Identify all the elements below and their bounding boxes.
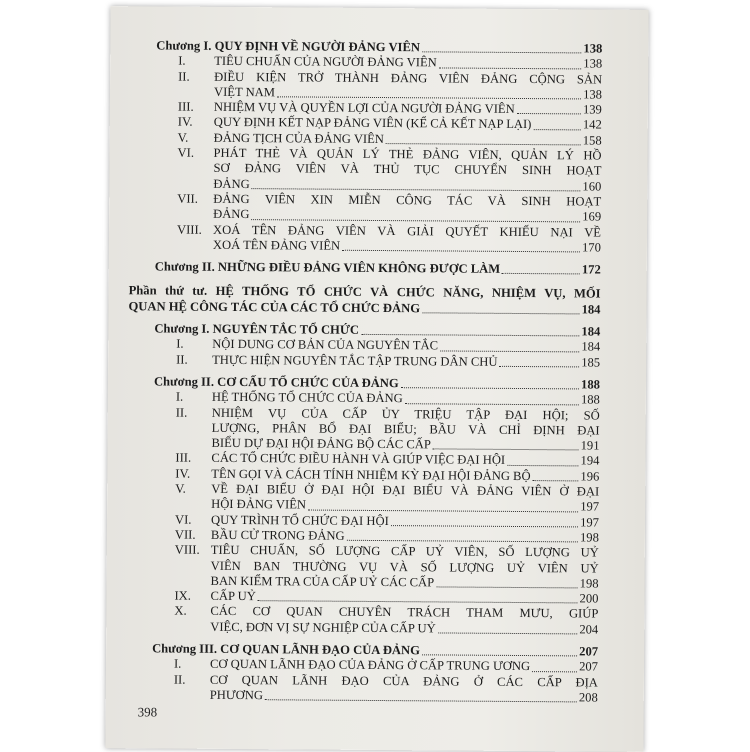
toc-item-entry bbox=[178, 69, 602, 103]
item-page: 142 bbox=[582, 117, 602, 133]
item-title-line: SƠ ĐẢNG VIÊN VÀ THỦ TỤC CHUYỂN SINH HOẠT bbox=[213, 161, 602, 178]
item-title-line: HỆ THỐNG TỔ CHỨC CỦA ĐẢNG bbox=[211, 390, 403, 406]
toc-item-entry bbox=[176, 352, 600, 370]
item-title-line: PHÁT THẺ VÀ QUẢN LÝ THẺ ĐẢNG VIÊN, QUẢN LÝ HỒ bbox=[213, 145, 602, 163]
item-title-line: NỘI DUNG CƠ BẢN CỦA NGUYÊN TẮC bbox=[212, 337, 439, 353]
chapter-page: 172 bbox=[581, 262, 601, 277]
item-page: 208 bbox=[578, 690, 598, 705]
item-numeral: II. bbox=[175, 405, 188, 420]
item-numeral: III. bbox=[177, 99, 194, 114]
item-page: 198 bbox=[579, 576, 599, 591]
item-title-line: VIỆT NAM bbox=[213, 84, 276, 100]
item-numeral: VI. bbox=[177, 145, 195, 160]
item-numeral: VIII. bbox=[174, 542, 200, 557]
dot-leader bbox=[499, 366, 579, 368]
item-title-line: TIÊU CHUẨN, SỐ LƯỢNG CẤP UỶ VIÊN, SỐ LƯỢNG UỶ bbox=[210, 543, 599, 560]
item-page: 185 bbox=[581, 355, 601, 370]
toc-item-entry bbox=[177, 222, 601, 256]
chapter-title: Chương II. NHỮNG ĐIỀU ĐẢNG VIÊN KHÔNG ĐƯỢC LÀM bbox=[154, 259, 501, 277]
item-page: 196 bbox=[580, 469, 600, 484]
chapter-title: Chương I. NGUYÊN TẮC TỔ CHỨC bbox=[154, 321, 360, 337]
dot-leader bbox=[440, 350, 579, 352]
item-title-line: XOÁ TÊN ĐẢNG VIÊN VÀ GIẢI QUYẾT KHIẾU NẠI VỀ bbox=[212, 222, 602, 240]
dot-leader bbox=[405, 403, 579, 405]
item-page: 139 bbox=[582, 102, 602, 117]
item-title-line: NHIỆM VỤ CỦA CẤP ỦY TRIỆU TẬP ĐẠI HỘI; SỐ bbox=[211, 405, 600, 423]
item-page: 138 bbox=[583, 87, 603, 102]
dot-leader bbox=[502, 273, 580, 275]
item-title-line: XOÁ TÊN ĐẢNG VIÊN bbox=[212, 237, 341, 253]
dot-leader bbox=[517, 113, 581, 114]
item-title-line: VỀ ĐẠI BIỂU Ở ĐẠI HỘI ĐẠI BIỂU VÀ ĐẢNG VIÊN Ở ĐẠI bbox=[211, 481, 600, 499]
chapter-page: 207 bbox=[579, 644, 599, 659]
chapter-title: Chương II. CƠ CẤU TỔ CHỨC CỦA ĐẢNG bbox=[153, 374, 399, 391]
item-numeral: I. bbox=[173, 656, 182, 671]
item-page: 191 bbox=[580, 438, 600, 453]
dot-leader bbox=[532, 671, 577, 672]
item-page: 170 bbox=[581, 240, 601, 255]
toc-item-entry bbox=[175, 543, 599, 592]
item-title-line: ĐẢNG TỊCH CỦA ĐẢNG VIÊN bbox=[213, 130, 384, 146]
toc-item-entry bbox=[175, 405, 599, 454]
item-page: 198 bbox=[579, 530, 599, 545]
dot-leader bbox=[308, 509, 578, 512]
part-page: 184 bbox=[581, 302, 601, 317]
toc-item-entry bbox=[174, 604, 598, 638]
dot-leader bbox=[422, 312, 580, 314]
chapter-page: 188 bbox=[581, 377, 601, 392]
item-title-line: ĐIỀU KIỆN TRỞ THÀNH ĐẢNG VIÊN ĐẢNG CỘNG SẢN bbox=[214, 69, 603, 87]
item-title-line: NHIỆM VỤ VÀ QUYỀN LỢI CỦA NGƯỜI ĐẢNG VIÊN bbox=[213, 100, 515, 117]
item-page: 194 bbox=[580, 453, 600, 468]
item-numeral: X. bbox=[174, 603, 187, 619]
item-numeral: IV. bbox=[177, 115, 193, 130]
item-page: 207 bbox=[579, 659, 599, 674]
dot-leader bbox=[277, 96, 581, 99]
dot-leader bbox=[391, 525, 578, 527]
item-numeral: I. bbox=[176, 336, 184, 351]
dot-leader bbox=[422, 52, 581, 54]
item-page: 188 bbox=[580, 392, 600, 407]
item-title-line: BIỂU DỰ ĐẠI HỘI ĐẢNG BỘ CÁC CẤP bbox=[211, 435, 431, 452]
item-numeral: V. bbox=[175, 481, 186, 496]
toc-item-entry bbox=[177, 146, 601, 195]
table-of-contents bbox=[128, 38, 603, 705]
toc-chapter-entry bbox=[155, 260, 601, 278]
toc-item-entry bbox=[175, 482, 599, 516]
item-title-line: HỘI ĐẢNG VIÊN bbox=[211, 497, 307, 512]
item-title-line: ĐẢNG bbox=[213, 176, 250, 191]
item-numeral: IX. bbox=[174, 588, 191, 603]
item-title-line: CƠ QUAN LÃNH ĐẠO CỦA ĐẢNG Ở CẤP TRUNG ƯƠNG bbox=[209, 657, 531, 674]
dot-leader bbox=[347, 540, 578, 543]
item-title-line: PHƯƠNG bbox=[209, 687, 263, 703]
toc-item-entry bbox=[177, 192, 601, 226]
item-page: 197 bbox=[580, 499, 600, 514]
item-title-line: BẦU CỬ TRONG ĐẢNG bbox=[210, 527, 345, 543]
item-page: 138 bbox=[583, 56, 603, 71]
item-numeral: VII. bbox=[177, 191, 198, 206]
item-title-line: CƠ QUAN LÃNH ĐẠO CỦA ĐẢNG Ở CÁC CẤP ĐỊA bbox=[209, 672, 598, 690]
toc-item-entry bbox=[174, 672, 598, 706]
part-title-line: Phần thứ tư. HỆ THỐNG TỔ CHỨC VÀ CHỨC NĂNG, NHIỆM VỤ, MỐI bbox=[128, 283, 601, 302]
toc-part-entry bbox=[128, 284, 600, 318]
dot-leader bbox=[342, 250, 580, 253]
item-title-line: TIÊU CHUẨN CỦA NGƯỜI ĐẢNG VIÊN bbox=[214, 54, 437, 70]
dot-leader bbox=[438, 632, 578, 634]
item-numeral: II. bbox=[178, 69, 190, 84]
dot-leader bbox=[507, 465, 578, 466]
item-numeral: IV. bbox=[175, 466, 191, 481]
item-numeral: I. bbox=[175, 389, 184, 404]
item-title-line: ĐẢNG VIÊN XIN MIỄN CÔNG TÁC VÀ SINH HOẠT bbox=[213, 191, 602, 209]
item-title-line: QUY ĐỊNH KẾT NẠP ĐẢNG VIÊN (KỂ CẢ KẾT NẠP LẠI) bbox=[213, 115, 532, 132]
page-number: 398 bbox=[137, 704, 158, 720]
dot-leader bbox=[258, 601, 578, 604]
item-page: 204 bbox=[579, 622, 599, 637]
dot-leader bbox=[401, 387, 579, 389]
chapter-title: Chương III. CƠ QUAN LÃNH ĐẠO CỦA ĐẢNG bbox=[152, 641, 420, 658]
item-page: 200 bbox=[579, 591, 599, 606]
book-page bbox=[105, 6, 648, 752]
item-title-line: TÊN GỌI VÀ CÁCH TÍNH NHIỆM KỲ ĐẠI HỘI ĐẢNG BỘ bbox=[211, 466, 531, 483]
item-title-line: VIÊN BAN THƯỜNG VỤ VÀ SỐ LƯỢNG UỶ VIÊN UỶ bbox=[210, 558, 599, 576]
item-page: 158 bbox=[582, 133, 602, 148]
dot-leader bbox=[386, 143, 581, 145]
item-numeral: III. bbox=[175, 451, 192, 466]
item-title-line: BAN KIỂM TRA CỦA CẤP UỶ CÁC CẤP bbox=[210, 573, 435, 590]
part-title-line: QUAN HỆ CÔNG TÁC CỦA CÁC TỔ CHỨC ĐẢNG bbox=[128, 299, 421, 316]
chapter-page: 184 bbox=[581, 324, 601, 339]
item-page: 160 bbox=[582, 179, 602, 194]
item-title-line: THỰC HIỆN NGUYÊN TẮC TẬP TRUNG DÂN CHỦ bbox=[212, 352, 498, 369]
item-numeral: V. bbox=[177, 130, 189, 145]
chapter-title: Chương I. QUY ĐỊNH VỀ NGƯỜI ĐẢNG VIÊN bbox=[156, 38, 421, 55]
dot-leader bbox=[422, 655, 577, 657]
item-numeral: VIII. bbox=[176, 222, 202, 237]
dot-leader bbox=[533, 480, 579, 481]
dot-leader bbox=[436, 587, 578, 589]
item-page: 184 bbox=[581, 339, 601, 354]
item-title-line: QUY TRÌNH TỔ CHỨC ĐẠI HỘI bbox=[210, 512, 389, 528]
item-title-line: CÁC CƠ QUAN CHUYÊN TRÁCH THAM MƯU, GIÚP bbox=[210, 604, 599, 621]
dot-leader bbox=[533, 129, 580, 130]
dot-leader bbox=[361, 334, 579, 337]
item-numeral: VII. bbox=[174, 527, 196, 542]
item-numeral: II. bbox=[173, 672, 186, 687]
item-title-line: CÁC TỔ CHỨC ĐIỀU HÀNH VÀ GIÚP VIỆC ĐẠI HỘI bbox=[211, 451, 506, 468]
item-title-line: VIỆC, ĐƠN VỊ SỰ NGHIỆP CỦA CẤP UỶ bbox=[210, 619, 436, 636]
item-numeral: I. bbox=[178, 53, 186, 68]
dot-leader bbox=[433, 449, 579, 451]
item-page: 197 bbox=[580, 515, 600, 530]
dot-leader bbox=[439, 67, 582, 69]
dot-leader bbox=[252, 188, 581, 191]
dot-leader bbox=[251, 219, 580, 222]
item-title-line: CẤP UỶ bbox=[210, 588, 256, 604]
chapter-page: 138 bbox=[583, 41, 603, 56]
item-numeral: VI. bbox=[174, 512, 192, 527]
item-numeral: II. bbox=[176, 352, 188, 367]
item-page: 169 bbox=[582, 209, 602, 224]
dot-leader bbox=[265, 699, 577, 702]
item-title-line: LƯỢNG, PHÂN BỔ ĐẠI BIỂU; BẦU VÀ CHỈ ĐỊNH ĐẠI bbox=[211, 420, 600, 438]
item-title-line: ĐẢNG bbox=[213, 207, 250, 222]
